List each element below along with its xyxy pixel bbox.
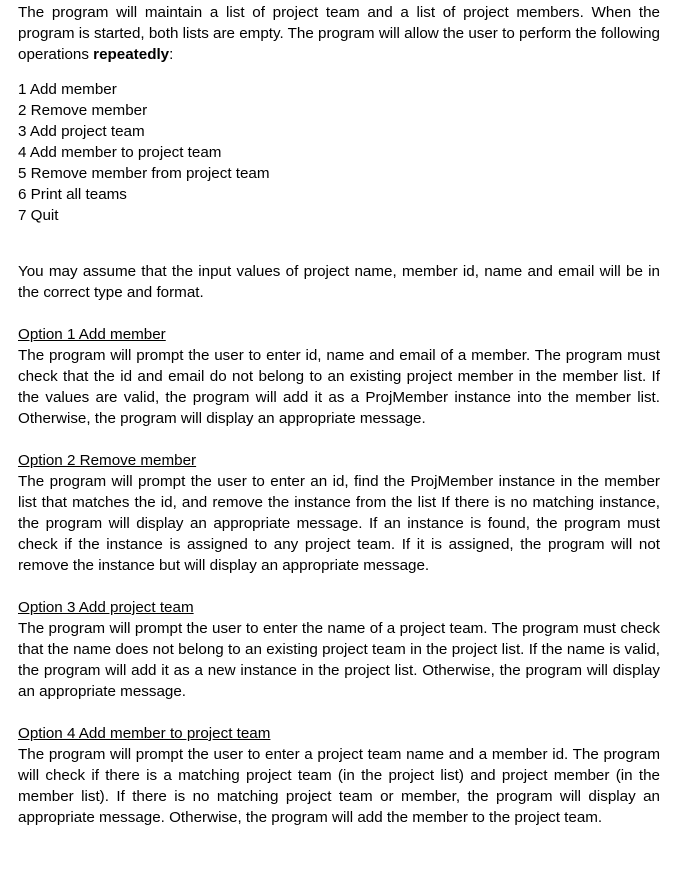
section-heading: Option 4 Add member to project team [18, 725, 271, 742]
operation-item: 7 Quit [18, 207, 59, 224]
section-body: The program will prompt the user to enter a project team name and a member id. The program will check if there is a matching project team (in the project list) and project member (in the member list). If there is no matching project team or member, the program will display an appropriate message. Otherwise, the program will add the member to the project team. [18, 746, 660, 826]
intro-text: The program will maintain a list of project team and a list of project members. When the program is started, both lists are empty. The program will allow the user to perform the following operations [18, 4, 660, 63]
spacer [18, 576, 660, 597]
spacer [18, 702, 660, 723]
section-option-1 [18, 324, 660, 429]
operation-item: 3 Add project team [18, 123, 145, 140]
operations-list [18, 79, 660, 226]
assumption-paragraph: You may assume that the input values of project name, member id, name and email will be in the correct type and format. [18, 263, 660, 301]
spacer [18, 65, 660, 79]
operation-item: 5 Remove member from project team [18, 165, 270, 182]
section-option-3 [18, 597, 660, 702]
section-body: The program will prompt the user to enter the name of a project team. The program must check that the name does not belong to an existing project team in the project list. If the name is valid, the program will add it as a new instance in the project list. Otherwise, the program will display an appropriate message. [18, 620, 660, 700]
spacer [18, 247, 660, 261]
section-heading: Option 3 Add project team [18, 599, 194, 616]
operation-item: 1 Add member [18, 81, 117, 98]
section-option-4 [18, 723, 660, 828]
operation-item: 2 Remove member [18, 102, 148, 119]
spacer [18, 226, 660, 247]
section-option-2 [18, 450, 660, 576]
intro-text-end: : [169, 46, 174, 63]
section-heading: Option 1 Add member [18, 326, 166, 343]
section-heading: Option 2 Remove member [18, 452, 197, 469]
intro-paragraph [18, 2, 660, 65]
section-body: The program will prompt the user to enter an id, find the ProjMember instance in the member list that matches the id, and remove the instance from the list If there is no matching instance, the program will display an appropriate message. If an instance is found, the program must check if the instance is assigned to any project team. If it is assigned, the program will not remove the instance but will display an appropriate message. [18, 473, 660, 574]
operation-item: 4 Add member to project team [18, 144, 222, 161]
spacer [18, 303, 660, 324]
section-body: The program will prompt the user to enter id, name and email of a member. The program must check that the id and email do not belong to an existing project member in the member list. If the values are valid, the program will add it as a ProjMember instance into the member list. Otherwise, the program will display an appropriate message. [18, 347, 660, 427]
spacer [18, 429, 660, 450]
intro-bold-word: repeatedly [93, 46, 170, 63]
operation-item: 6 Print all teams [18, 186, 127, 203]
